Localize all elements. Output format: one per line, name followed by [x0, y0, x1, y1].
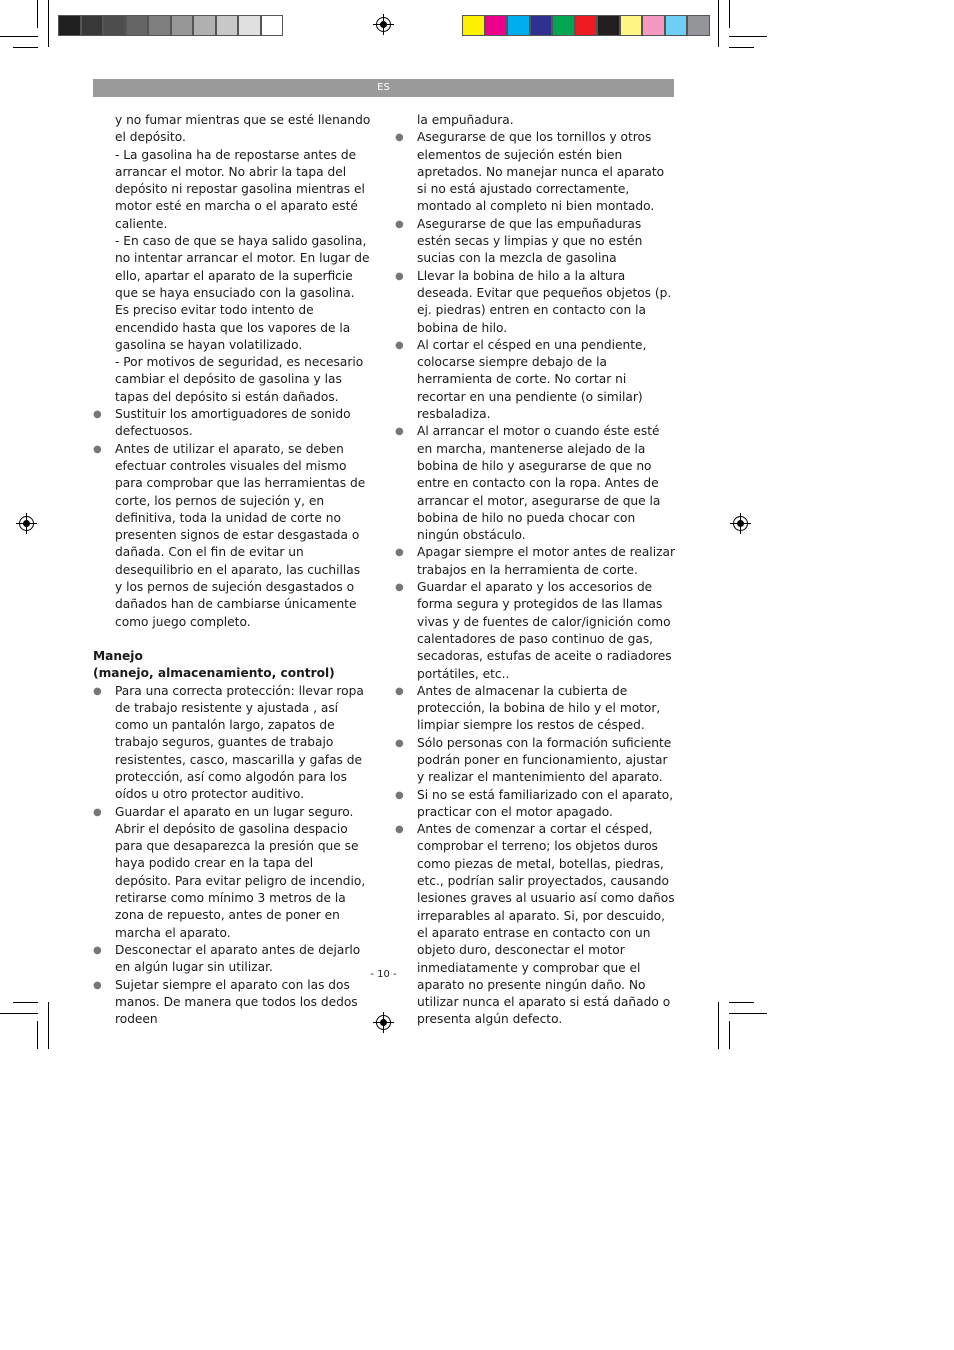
list-item: ● Asegurarse de que las empuñaduras estén secas y limpias y que no estén sucias con la mezcla de gasolina — [395, 216, 643, 266]
left-column — [93, 112, 371, 1028]
color-swatch — [171, 15, 194, 36]
list-item: ● Asegurarse de que los tornillos y otros elementos de sujeción estén bien apretados. No manejar nunca el aparato si no está ajustado correctamente, montado al completo ni bien montado. — [395, 130, 665, 214]
bullet-icon: ● — [395, 426, 404, 438]
list-item: ● Guardar el aparato en un lugar seguro. Abrir el depósito de gasolina despacio para que desaparezca la presión que se haya podido crear en la tapa del depósito. Para evitar peligro de incendio, retirarse como mínimo 3 metros de la zona de repuesto, antes de poner en marcha el aparato. — [93, 804, 366, 940]
grayscale-color-bar — [58, 15, 283, 36]
color-swatch — [58, 15, 81, 36]
bullet-icon: ● — [395, 789, 404, 801]
registration-mark-icon — [376, 17, 391, 32]
page-number: - 10 - — [370, 969, 397, 980]
bullet-icon: ● — [93, 806, 102, 818]
color-swatch — [193, 15, 216, 36]
list-item: ● Sólo personas con la formación suficiente podrán poner en funcionamiento, ajustar y realizar el mantenimiento del aparato. — [395, 735, 672, 785]
list-item: ● Antes de almacenar la cubierta de protección, la bobina de hilo y el motor, limpiar siempre los restos de césped. — [395, 683, 661, 733]
list-item: ● Si no se está familiarizado con el aparato, practicar con el motor apagado. — [395, 787, 674, 819]
language-header-bar — [93, 79, 674, 97]
paragraph: y no fumar mientras que se esté llenando el depósito. — [115, 113, 371, 145]
list-item: ● Al cortar el césped en una pendiente, colocarse siempre debajo de la herramienta de corte. No cortar ni recortar en una pendiente (o similar) resbaladiza. — [395, 337, 647, 422]
registration-mark-icon — [376, 1015, 391, 1030]
bullet-icon: ● — [395, 218, 404, 230]
bullet-icon: ● — [395, 582, 404, 594]
color-swatch — [148, 15, 171, 36]
paragraph: - Por motivos de seguridad, es necesario cambiar el depósito de gasolina y las tapas del depósito si están dañados. — [115, 355, 364, 404]
list-item: ● Sustituir los amortiguadores de sonido defectuosos. — [93, 407, 351, 439]
list-item: ● Sujetar siempre el aparato con las dos manos. De manera que todos los dedos rodeen — [93, 977, 358, 1027]
color-swatch — [81, 15, 104, 36]
list-item: ● Antes de comenzar a cortar el césped, comprobar el terreno; los objetos duros como piezas de metal, botellas, piedras, etc., podrían salir proyectados, causando lesiones graves al usuario así como daños irreparables al aparato. Si, por descuido, el aparato entrase en contacto con un objeto duro, desconectar el motor inmediatamente y comprobar que el aparato no presente ningún daño. No utilizar nunca el aparato si está dañado o presenta algún defecto. — [395, 822, 675, 1027]
paragraph: - La gasolina ha de repostarse antes de arrancar el motor. No abrir la tapa del depósito ni repostar gasolina mientras el motor esté en marcha o el aparato esté caliente. — [115, 147, 365, 231]
list-item: ● Al arrancar el motor o cuando éste esté en marcha, mantenerse alejado de la bobina de hilo y asegurarse de que no entre en contacto con la ropa. Antes de arrancar el motor, asegurarse de que la bobina de hilo no pueda chocar con ningún obstáculo. — [395, 424, 661, 543]
color-swatch — [238, 15, 261, 36]
color-swatch — [687, 15, 710, 36]
color-swatch — [485, 15, 508, 36]
color-swatch — [216, 15, 239, 36]
paragraph: la empuñadura. — [417, 113, 514, 127]
bullet-icon: ● — [395, 685, 404, 697]
list-item: ● Guardar el aparato y los accesorios de forma segura y protegidos de las llamas vivas y de fuentes de calor/ignición como calentadores de paso continuo de gas, secadoras, estufas de aceite o radiadores portátiles, etc.. — [395, 580, 672, 681]
bullet-icon: ● — [395, 547, 404, 559]
bullet-icon: ● — [395, 824, 404, 836]
color-swatch — [103, 15, 126, 36]
process-color-bar — [462, 15, 710, 36]
color-swatch — [597, 15, 620, 36]
bullet-icon: ● — [93, 979, 102, 991]
bullet-icon: ● — [395, 737, 404, 749]
color-swatch — [552, 15, 575, 36]
color-swatch — [507, 15, 530, 36]
language-label: ES — [377, 82, 390, 93]
bullet-icon: ● — [93, 944, 102, 956]
bullet-icon: ● — [93, 685, 102, 697]
color-swatch — [620, 15, 643, 36]
color-swatch — [530, 15, 553, 36]
section-heading: Manejo (manejo, almacenamiento, control) — [93, 648, 335, 681]
list-item: ● Para una correcta protección: llevar ropa de trabajo resistente y ajustada , así como un pantalón largo, zapatos de trabajo seguros, guantes de trabajo resistentes, casco, mascarilla y gafas de protección, así como algodón para los oídos u otro protector auditivo. — [93, 683, 364, 802]
list-item: ● Apagar siempre el motor antes de realizar trabajos en la herramienta de corte. — [395, 545, 675, 577]
registration-mark-icon — [19, 516, 34, 531]
paragraph: - En caso de que se haya salido gasolina, no intentar arrancar el motor. En lugar de ello, apartar el aparato de la superficie que se haya ensuciado con la gasolina. Es preciso evitar todo intento de encendido hasta que los vapores de la gasolina se hayan volatilizado. — [115, 234, 370, 352]
bullet-icon: ● — [93, 409, 102, 421]
color-swatch — [126, 15, 149, 36]
color-swatch — [665, 15, 688, 36]
color-swatch — [642, 15, 665, 36]
bullet-icon: ● — [395, 270, 404, 282]
bullet-icon: ● — [395, 339, 404, 351]
registration-mark-icon — [733, 516, 748, 531]
right-column — [395, 112, 675, 1029]
color-swatch — [261, 15, 284, 36]
list-item: ● Antes de utilizar el aparato, se deben efectuar controles visuales del mismo para comprobar que las herramientas de corte, los pernos de sujeción y, en definitiva, toda la unidad de corte no presenten signos de estar desgastada o dañada. Con el fin de evitar un desequilibrio en el aparato, las cuchillas y los pernos de sujeción desgastados o dañados han de cambiarse únicamente como juego completo. — [93, 441, 366, 629]
list-item: ● Llevar la bobina de hilo a la altura deseada. Evitar que pequeños objetos (p. ej. piedras) entren en contacto con la bobina de hilo. — [395, 268, 672, 335]
bullet-icon: ● — [395, 132, 404, 144]
bullet-list — [395, 129, 675, 1028]
bullet-icon: ● — [93, 443, 102, 455]
list-item: ● Desconectar el aparato antes de dejarlo en algún lugar sin utilizar. — [93, 942, 361, 975]
bullet-list — [93, 406, 371, 631]
color-swatch — [575, 15, 598, 36]
color-swatch — [462, 15, 485, 36]
